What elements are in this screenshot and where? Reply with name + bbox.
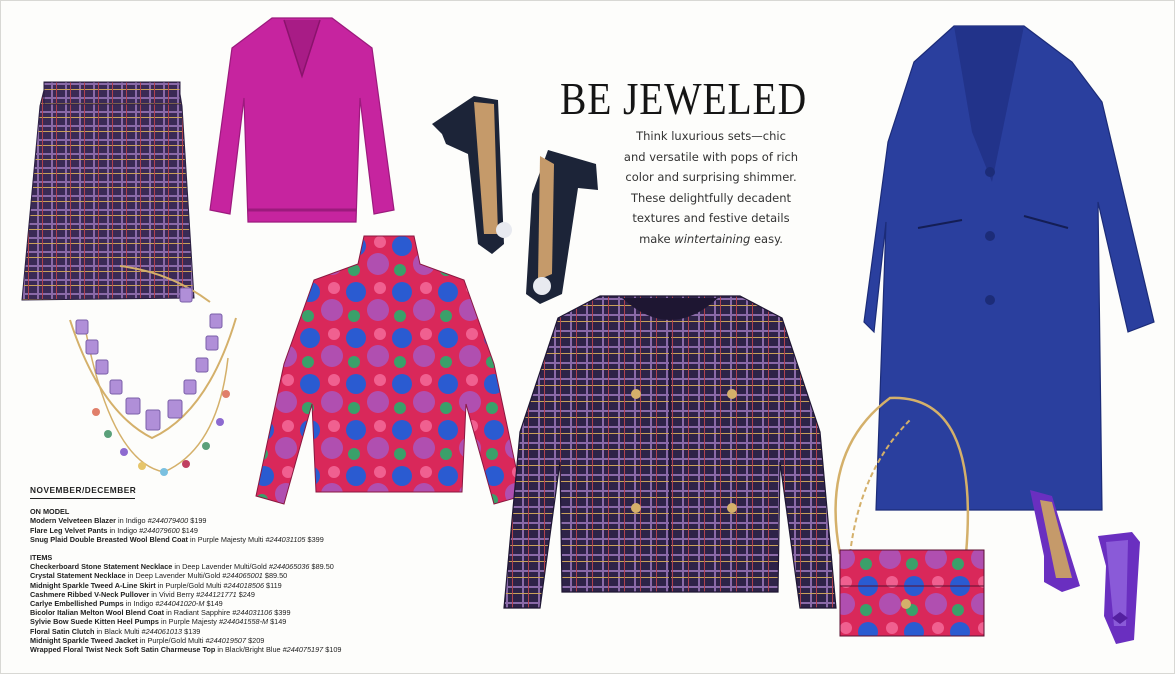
intro-line: make wintertaining easy. (639, 231, 783, 246)
purple-kitten-heels-image (1022, 486, 1156, 648)
headline: BE JEWELED (560, 73, 808, 124)
berry-sweater-image (204, 14, 400, 230)
credit-line: Modern Velveteen Blazer in Indigo #244079400 $199 (30, 516, 207, 526)
credit-line: Cashmere Ribbed V-Neck Pullover in Vivid Berry #244121771 $249 (30, 589, 255, 599)
credit-line: Flare Leg Velvet Pants in Indigo #244079600 $149 (30, 525, 198, 535)
intro-copy (606, 126, 816, 249)
credit-line: Floral Satin Clutch in Black Multi #244061013 $139 (30, 626, 201, 636)
items-heading: ITEMS (30, 553, 53, 563)
credit-line: Crystal Statement Necklace in Deep Lavender Multi/Gold #244065001 $89.50 (30, 571, 288, 581)
credit-line: Wrapped Floral Twist Neck Soft Satin Charmeuse Top in Black/Bright Blue #244075197 $109 (30, 645, 342, 655)
product-credits (30, 486, 440, 654)
floral-blouse-image (252, 234, 526, 516)
credit-line: Snug Plaid Double Breasted Wool Blend Coat in Purple Majesty Multi #244031105 $399 (30, 534, 324, 544)
credit-line: Midnight Sparkle Tweed A-Line Skirt in Purple/Gold Multi #244018506 $119 (30, 580, 282, 590)
issue-heading: NOVEMBER/DECEMBER (30, 486, 135, 499)
credit-line: Sylvie Bow Suede Kitten Heel Pumps in Purple Majesty #244041558-M $149 (30, 617, 287, 627)
credit-line: Checkerboard Stone Statement Necklace in Deep Lavender Multi/Gold #244065036 $89.50 (30, 562, 334, 572)
intro-line: Think luxurious sets—chic (636, 129, 786, 143)
intro-line: and versatile with pops of rich (623, 149, 799, 164)
intro-line: textures and festive details (632, 211, 790, 225)
tweed-jacket-image (500, 292, 840, 614)
on-model-heading: ON MODEL (30, 507, 70, 517)
intro-line: color and surprising shimmer. (625, 170, 797, 184)
credit-line: Carlye Embellished Pumps in Indigo #244041020-M $149 (30, 599, 223, 609)
statement-necklace-image (60, 262, 246, 484)
floral-clutch-image (810, 390, 996, 640)
credit-line: Bicolor Italian Melton Wool Blend Coat in Radiant Sapphire #244031106 $399 (30, 608, 291, 618)
credit-line: Midnight Sparkle Tweed Jacket in Purple/Gold Multi #244019507 $209 (30, 635, 265, 645)
intro-line: These delightfully decadent (630, 190, 792, 205)
